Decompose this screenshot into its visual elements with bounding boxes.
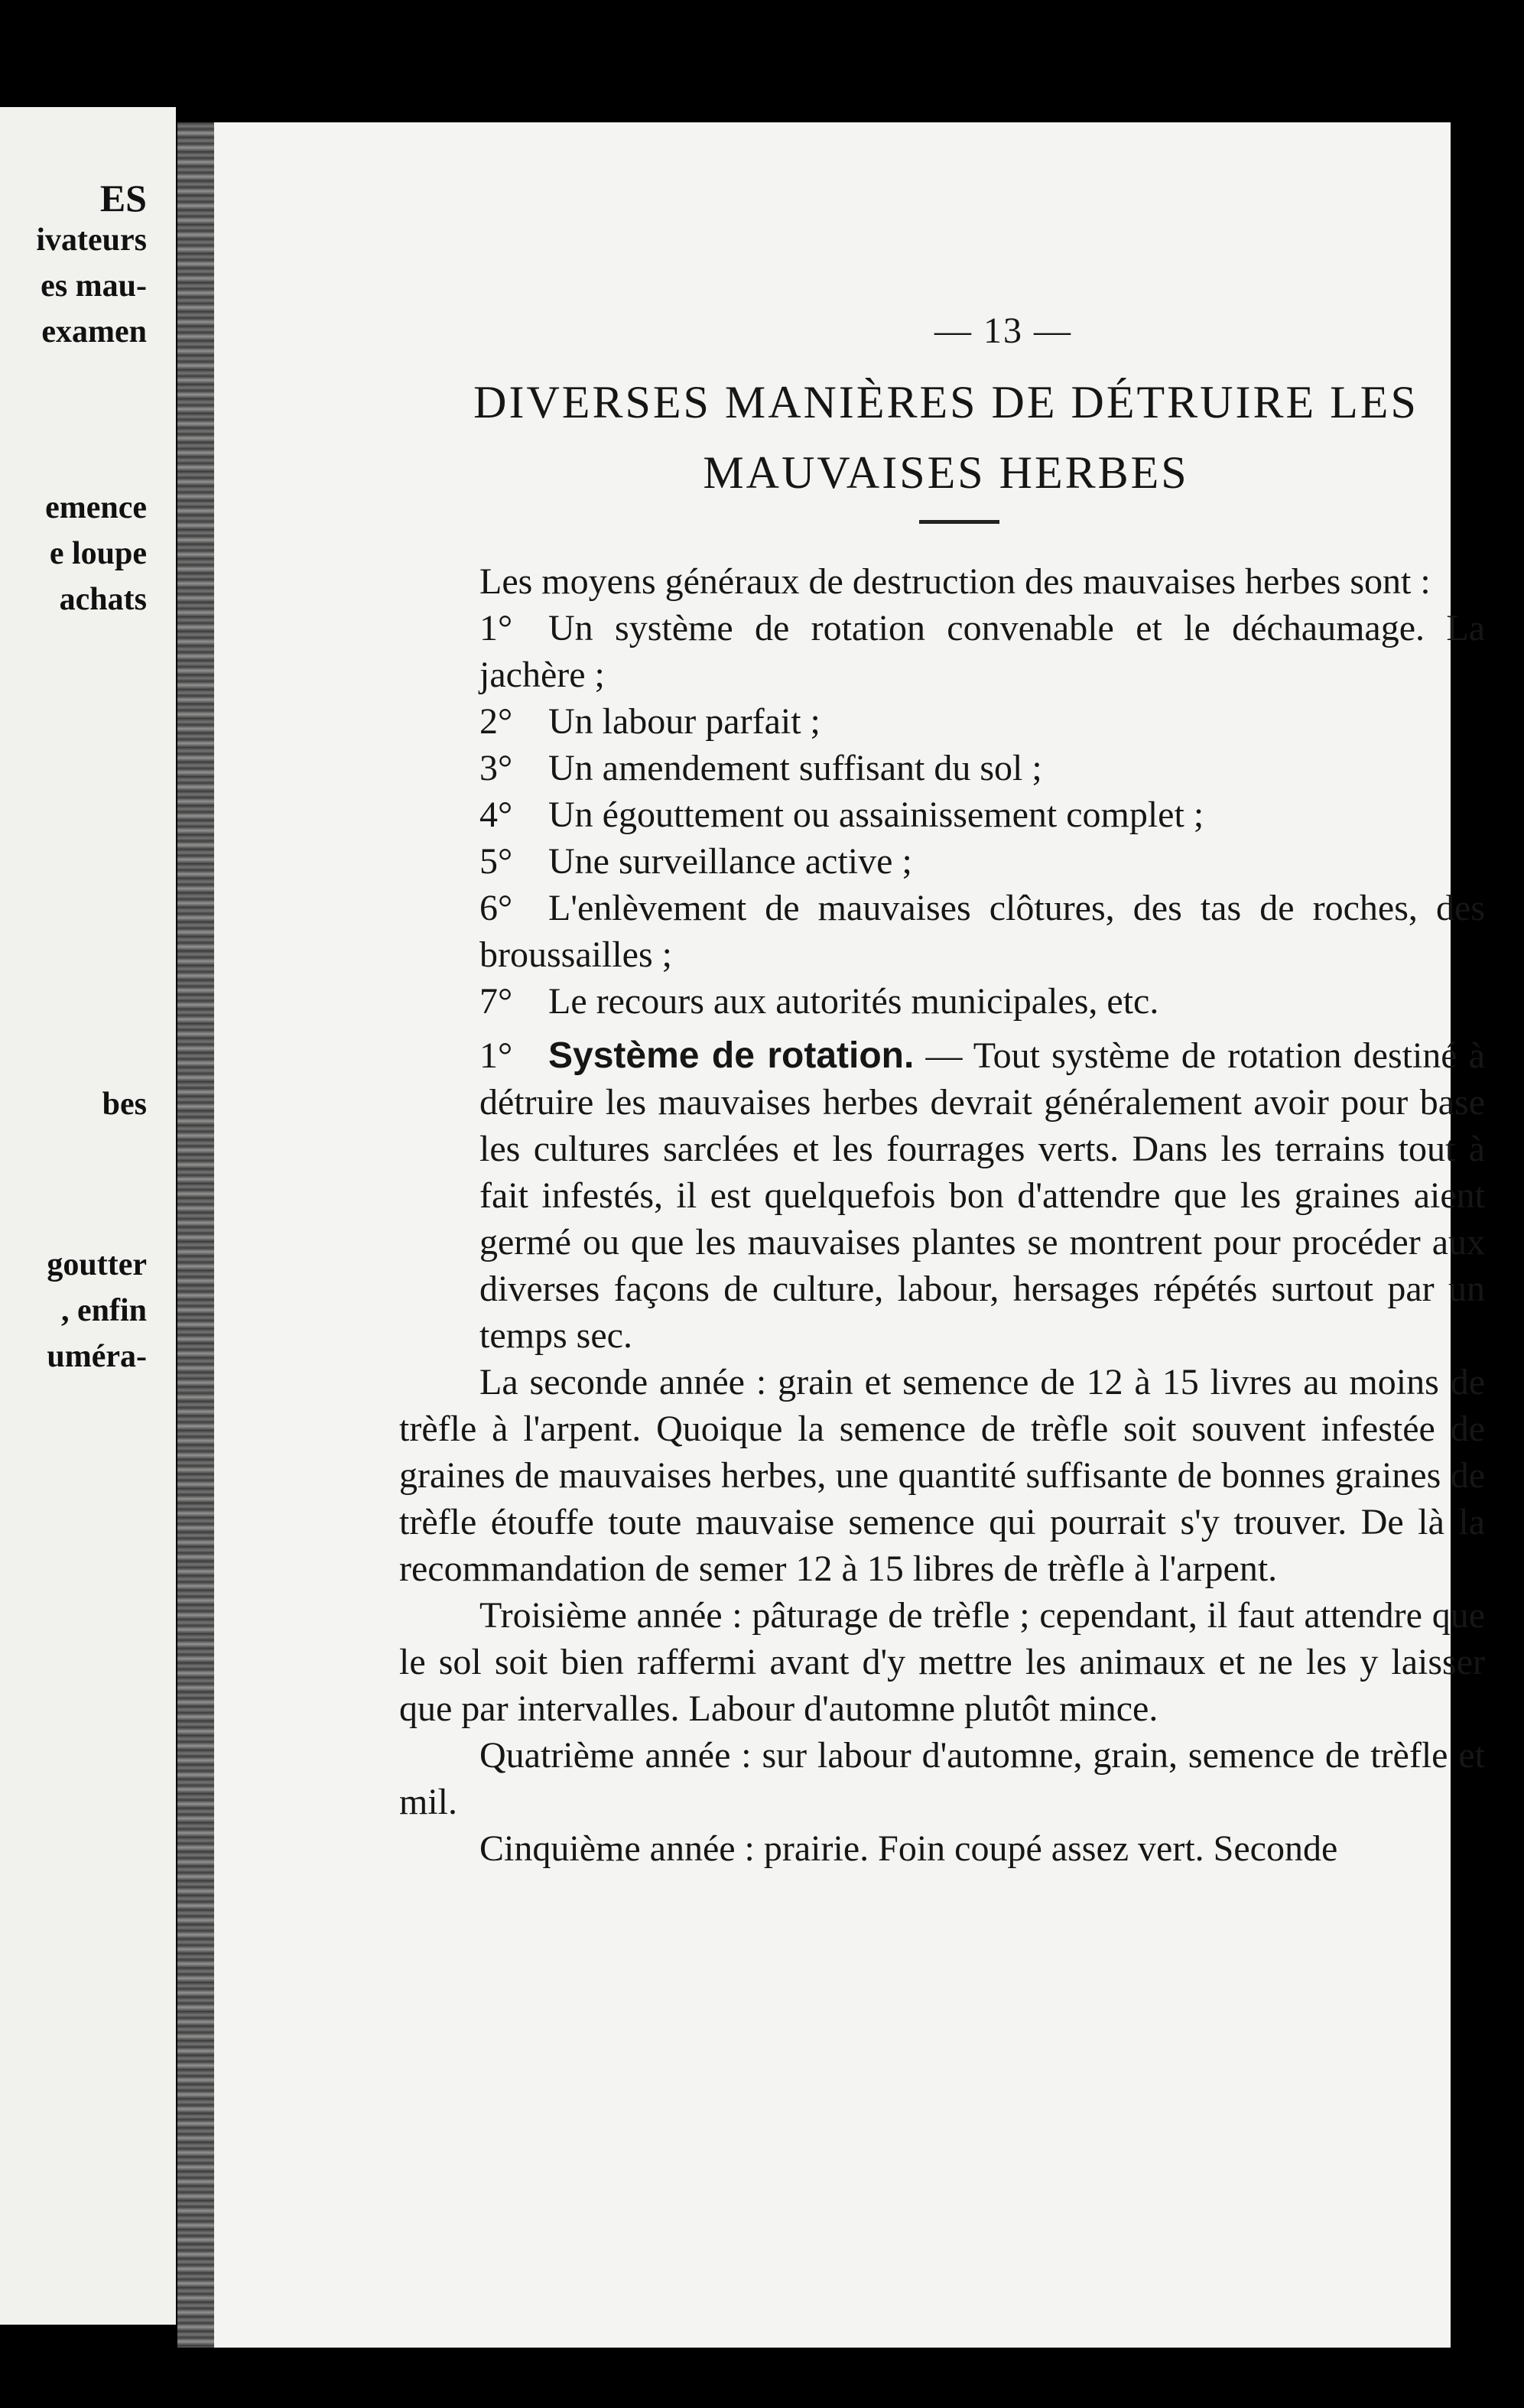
title-line-1: DIVERSES MANIÈRES DE DÉTRUIRE LES <box>473 377 1418 427</box>
page-title <box>399 367 1493 508</box>
list-item-text: Un labour parfait ; <box>548 701 820 742</box>
list-item <box>399 978 1485 1025</box>
list-item-text: Un système de rotation convenable et le déchaumage. La jachère ; <box>479 608 1485 695</box>
list-item-number: 5° <box>479 841 513 882</box>
left-fragment: ivateurs <box>36 223 147 258</box>
left-fragment: es mau- <box>41 268 147 304</box>
left-page-edge <box>0 107 176 2325</box>
list-item <box>399 605 1485 698</box>
left-fragment: examen <box>41 314 147 349</box>
body-text <box>399 558 1485 1872</box>
list-item-number: 4° <box>479 795 513 835</box>
list-item <box>399 698 1485 745</box>
book-page <box>177 122 1486 2348</box>
section-paragraph <box>399 1032 1485 1359</box>
page-binding-shadow <box>177 122 214 2348</box>
paragraph-fifth-year: Cinquième année : prairie. Foin coupé assez vert. Seconde <box>479 1828 1338 1869</box>
list-item-number: 7° <box>479 981 513 1022</box>
list-item-text: L'enlèvement de mauvaises clôtures, des tas de roches, des broussailles ; <box>479 888 1485 975</box>
left-fragment: ES <box>99 177 147 219</box>
title-rule <box>919 520 999 524</box>
paragraph-third-year: Troisième année : pâturage de trèfle ; cependant, il faut attendre que le sol soit bien raffermi avant d'y mettre les animaux et ne les y laisser que par intervalles. Labour d'automne plutôt mince. <box>399 1595 1485 1729</box>
list-item-number: 3° <box>479 748 513 788</box>
left-fragment: emence <box>45 490 147 525</box>
section-text: — Tout système de rotation destiné à détruire les mauvaises herbes devrait généralement avoir pour base les cultures sarclées et les fourrages verts. Dans les terrains tout à fait infestés, il est quelquefois bon d'attendre que les graines aient germé ou que les mauvaises plantes se montrent pour procéder aux diverses façons de culture, labour, hersages répétés surtout par un temps sec. <box>479 1035 1486 1356</box>
list-item-number: 2° <box>479 701 513 742</box>
left-fragment: , enfin <box>60 1293 147 1328</box>
left-fragment: uméra- <box>47 1339 147 1374</box>
paragraph-fourth-year: Quatrième année : sur labour d'automne, grain, semence de trèfle et mil. <box>399 1735 1485 1822</box>
left-fragment: goutter <box>47 1247 147 1282</box>
left-fragment: e loupe <box>49 536 147 571</box>
paragraph-second-year: La seconde année : grain et semence de 12 à 15 livres au moins de trèfle à l'arpent. Quoique la semence de trèfle soit souvent infestée de graines de mauvaises herbes, une quantité suffisante de bonnes graines de trèfle étouffe toute mauvaise semence qui pourrait s'y trouver. De là la recommandation de semer 12 à 15 libres de trèfle à l'arpent. <box>399 1362 1485 1589</box>
title-line-2: MAUVAISES HERBES <box>703 447 1189 498</box>
list-item <box>399 745 1485 791</box>
left-fragment: achats <box>59 582 147 617</box>
list-item <box>399 838 1485 885</box>
list-item-text: Une surveillance active ; <box>548 841 912 882</box>
page-number: — 13 — <box>934 310 1072 351</box>
list-item-number: 1° <box>479 608 513 648</box>
list-item-text: Un égouttement ou assainissement complet ; <box>548 795 1204 835</box>
section-number: 1° <box>479 1035 513 1076</box>
section-heading: Système de rotation. <box>548 1035 915 1076</box>
intro-paragraph: Les moyens généraux de destruction des mauvaises herbes sont : <box>479 561 1431 602</box>
list-item-text: Un amendement suffisant du sol ; <box>548 748 1042 788</box>
list-item <box>399 885 1485 978</box>
list-item-text: Le recours aux autorités municipales, etc. <box>548 981 1159 1022</box>
list-item <box>399 791 1485 838</box>
left-fragment: bes <box>102 1087 147 1122</box>
list-item-number: 6° <box>479 888 513 928</box>
